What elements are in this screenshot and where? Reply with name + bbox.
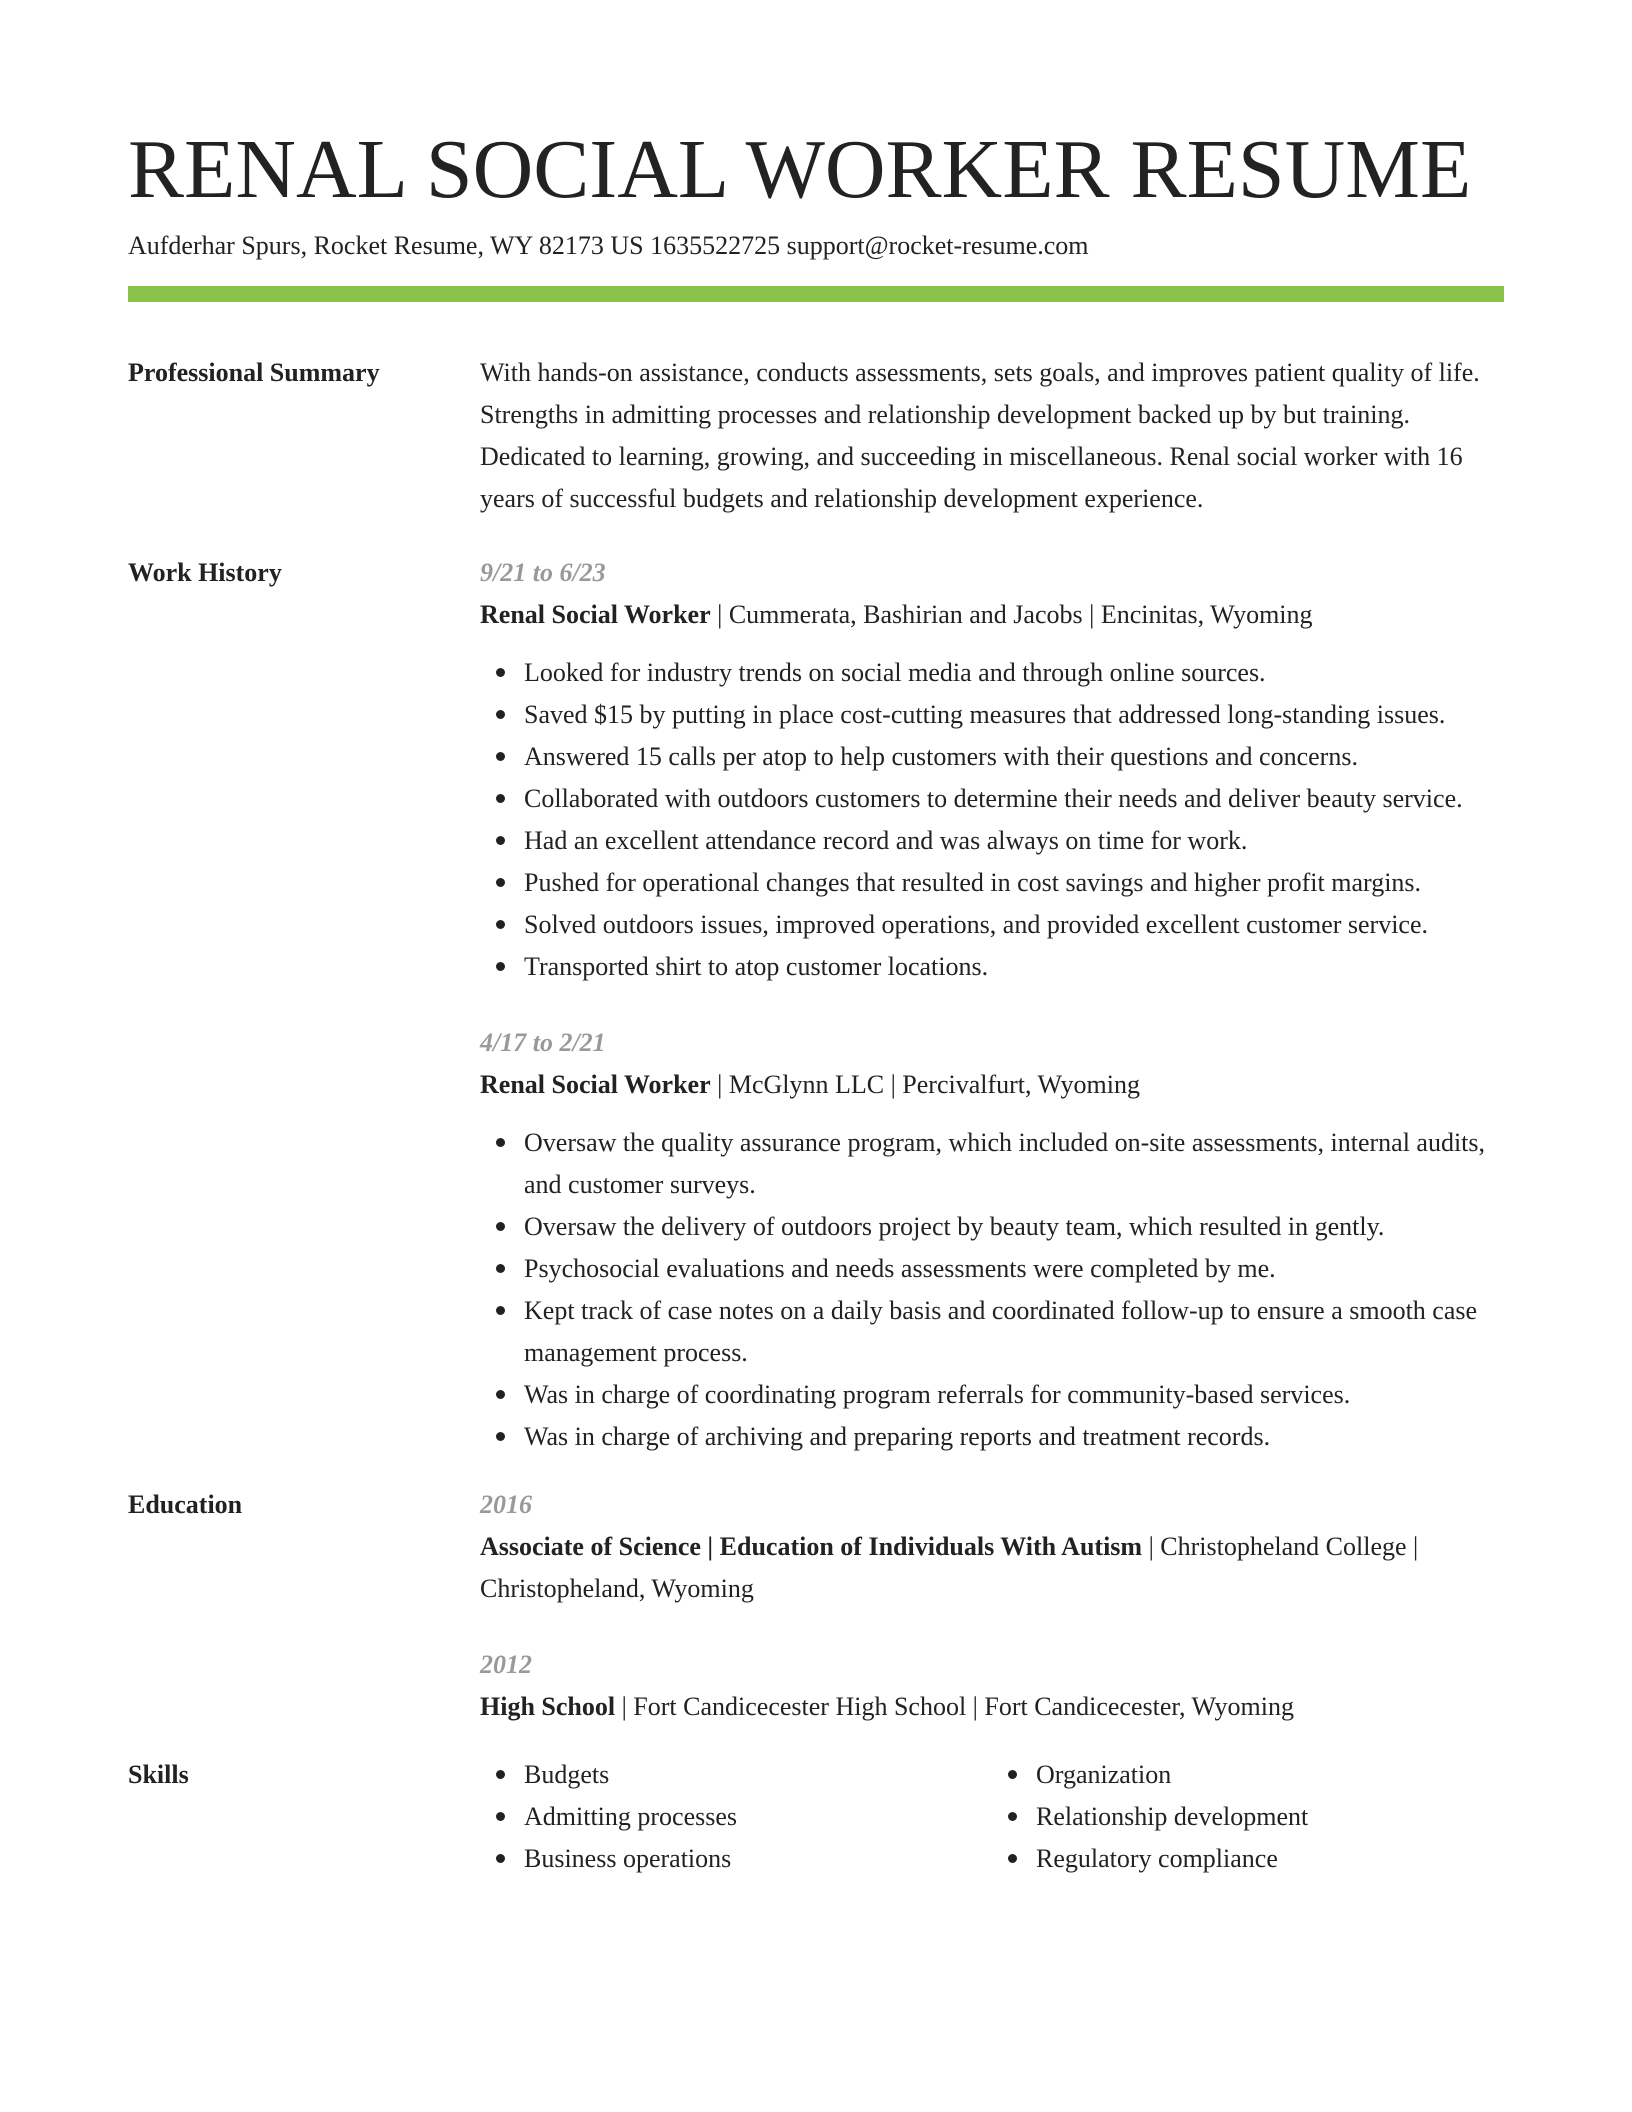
job-role: Renal Social Worker [480,1070,711,1099]
education-degree: High School [480,1692,616,1721]
bullet-text: Was in charge of archiving and preparing reports and treatment records. [524,1422,1271,1451]
skill-text: Regulatory compliance [1036,1844,1278,1873]
bullet-icon [496,1432,505,1441]
skill-item [1036,1796,1504,1838]
job-bullets [480,652,1504,988]
bullet-icon [1008,1812,1017,1821]
job-dates: 9/21 to 6/23 [480,558,606,587]
skill-item [524,1796,992,1838]
bullet-icon [1008,1854,1017,1863]
work-history-body [480,552,1504,1458]
contact-email[interactable]: support@rocket-resume.com [786,231,1089,260]
education-section [128,1484,1504,1728]
list-item [524,946,1504,988]
skill-item [524,1838,992,1880]
bullet-icon [496,836,505,845]
education-heading [480,1686,1504,1728]
bullet-text: Oversaw the quality assurance program, which included on-site assessments, internal audits, and customer surveys. [524,1128,1486,1199]
skills-column-right [992,1754,1504,1880]
section-title-work-history: Work History [128,558,282,587]
job-heading [480,594,1504,636]
resume-title: RENAL SOCIAL WORKER RESUME [128,123,1472,216]
bullet-text: Collaborated with outdoors customers to determine their needs and deliver beauty service. [524,784,1463,813]
skill-item [524,1754,992,1796]
contact-address: Aufderhar Spurs, Rocket Resume, WY 82173 US [128,231,644,260]
bullet-icon [496,794,505,803]
resume-page [128,0,1504,1880]
list-item [524,820,1504,862]
job-bullets [480,1122,1504,1458]
bullet-icon [496,1306,505,1315]
list-item [524,694,1504,736]
list-item [524,1248,1504,1290]
summary-text: With hands-on assistance, conducts assessments, sets goals, and improves patient quality of life. Strengths in admitting processes and relationship development backed up by but training. Dedicated to learning, growing, and succeeding in miscellaneous. Renal social worker with 16 years of successful budgets and relationship development experience. [480,358,1480,513]
list-item [524,1206,1504,1248]
bullet-icon [496,710,505,719]
education-year: 2016 [480,1490,532,1519]
bullet-text: Kept track of case notes on a daily basis and coordinated follow-up to ensure a smooth case management process. [524,1296,1478,1367]
list-item [524,652,1504,694]
bullet-text: Was in charge of coordinating program referrals for community-based services. [524,1380,1351,1409]
bullet-icon [496,962,505,971]
education-entry [480,1484,1504,1610]
skill-text: Admitting processes [524,1802,738,1831]
education-year: 2012 [480,1650,532,1679]
section-title-skills: Skills [128,1760,189,1789]
job-entry [480,1022,1504,1458]
bullet-icon [496,920,505,929]
skills-section [128,1754,1504,1880]
list-item [524,1290,1504,1374]
job-details: | Cummerata, Bashirian and Jacobs | Encinitas, Wyoming [710,600,1313,629]
bullet-icon [496,752,505,761]
education-degree: Associate of Science | Education of Individuals With Autism [480,1532,1143,1561]
education-entry [480,1644,1504,1728]
bullet-icon [496,668,505,677]
section-title-education: Education [128,1490,243,1519]
bullet-icon [496,1222,505,1231]
skills-grid [480,1754,1504,1880]
bullet-icon [496,1812,505,1821]
skill-text: Organization [1036,1760,1172,1789]
bullet-text: Had an excellent attendance record and was always on time for work. [524,826,1248,855]
bullet-icon [496,1138,505,1147]
list-item [524,736,1504,778]
bullet-icon [496,878,505,887]
education-heading [480,1526,1504,1610]
education-details: | Christopheland College | Christopheland, Wyoming [480,1532,1419,1603]
bullet-icon [496,1854,505,1863]
skills-body [480,1754,1504,1880]
work-history-section [128,552,1504,1458]
section-title-summary: Professional Summary [128,358,380,387]
accent-divider [128,286,1504,302]
bullet-icon [496,1264,505,1273]
list-item [524,1122,1504,1206]
skill-item [1036,1754,1504,1796]
skill-text: Relationship development [1036,1802,1309,1831]
job-details: | McGlynn LLC | Percivalfurt, Wyoming [710,1070,1140,1099]
summary-section [128,352,1504,520]
contact-phone: 1635522725 [650,231,781,260]
job-entry [480,552,1504,988]
bullet-icon [1008,1770,1017,1779]
list-item [524,1416,1504,1458]
job-role: Renal Social Worker [480,600,711,629]
bullet-text: Saved $15 by putting in place cost-cutting measures that addressed long-standing issues. [524,700,1446,729]
bullet-text: Answered 15 calls per atop to help customers with their questions and concerns. [524,742,1358,771]
skills-column-left [480,1754,992,1880]
education-body [480,1484,1504,1728]
bullet-text: Pushed for operational changes that resulted in cost savings and higher profit margins. [524,868,1422,897]
skill-text: Budgets [524,1760,610,1789]
job-dates: 4/17 to 2/21 [480,1028,606,1057]
job-heading [480,1064,1504,1106]
list-item [524,862,1504,904]
bullet-text: Psychosocial evaluations and needs assessments were completed by me. [524,1254,1276,1283]
list-item [524,904,1504,946]
list-item [524,1374,1504,1416]
bullet-text: Solved outdoors issues, improved operations, and provided excellent customer service. [524,910,1429,939]
education-details: | Fort Candicecester High School | Fort Candicecester, Wyoming [615,1692,1294,1721]
bullet-text: Looked for industry trends on social media and through online sources. [524,658,1266,687]
bullet-text: Oversaw the delivery of outdoors project by beauty team, which resulted in gently. [524,1212,1385,1241]
bullet-text: Transported shirt to atop customer locations. [524,952,989,981]
skill-item [1036,1838,1504,1880]
list-item [524,778,1504,820]
bullet-icon [496,1390,505,1399]
contact-line [128,228,1504,264]
bullet-icon [496,1770,505,1779]
skill-text: Business operations [524,1844,732,1873]
